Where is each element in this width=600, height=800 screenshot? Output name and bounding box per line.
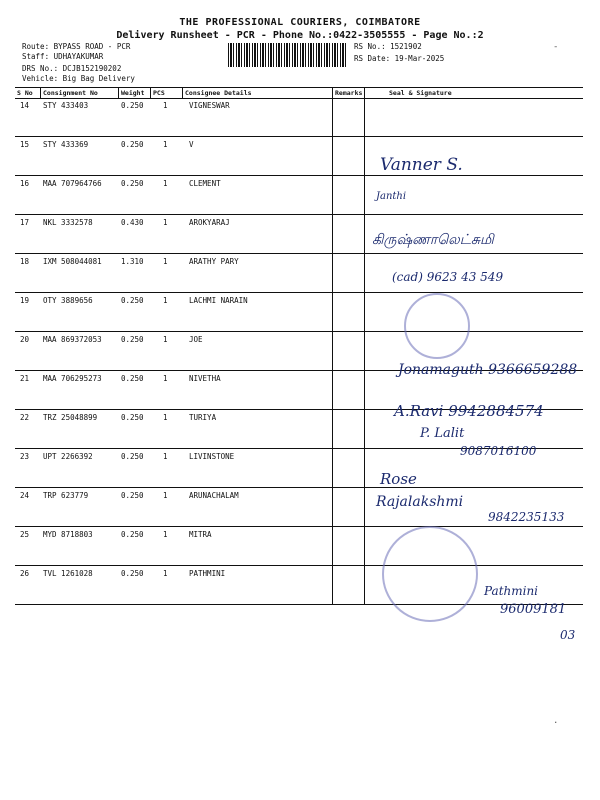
cell-pcs: 1 [163,413,168,422]
cell-sno: 17 [20,218,30,227]
cell-weight: 0.250 [121,179,144,188]
cell-consignment: MAA 707964766 [43,179,102,188]
signature: (cad) 9623 43 549 [392,270,504,284]
signature: Janthi [376,191,407,202]
cell-pcs: 1 [163,530,168,539]
staff-label: Staff: UDHAYAKUMAR [22,52,104,61]
cell-weight: 0.250 [121,452,144,461]
cell-weight: 0.250 [121,569,144,578]
cell-sno: 23 [20,452,30,461]
cell-consignment: OTY 3889656 [43,296,93,305]
row-divider [15,604,373,605]
cell-consignment: STY 433369 [43,140,89,149]
cell-sno: 25 [20,530,30,539]
cell-pcs: 1 [163,257,168,266]
vehicle-label: Vehicle: Big Bag Delivery [22,74,135,83]
cell-sno: 16 [20,179,30,188]
cell-consignee: TURIYA [189,413,217,422]
cell-consignment: MYD 8718803 [43,530,93,539]
cell-pcs: 1 [163,491,168,500]
cell-consignment: STY 433403 [43,101,89,110]
signature: P. Lalit [420,426,465,441]
cell-consignee: VIGNESWAR [189,101,230,110]
rs-no-label: RS No.: 1521902 [354,42,422,51]
cell-consignee: LACHMI NARAIN [189,296,248,305]
table-row [15,176,583,215]
cell-consignee: ARUNACHALAM [189,491,239,500]
cell-pcs: 1 [163,335,168,344]
cell-consignee: NIVETHA [189,374,221,383]
signature: Jonamaguth 9366659288 [398,362,578,378]
cell-weight: 0.250 [121,140,144,149]
cell-consignment: MAA 706295273 [43,374,102,383]
page-subtitle: Delivery Runsheet - PCR - Phone No.:0422-3505555 - Page No.:2 [116,30,484,41]
col-divider [182,87,183,98]
cell-consignment: NKL 3332578 [43,218,93,227]
col-pcs: PCS [153,89,165,97]
cell-pcs: 1 [163,218,168,227]
col-consignment: Consignment No [43,89,98,97]
cell-weight: 1.310 [121,257,144,266]
cell-weight: 0.250 [121,413,144,422]
table-row [15,527,583,566]
signature: Vanner S. [380,155,463,175]
cell-consignment: UPT 2266392 [43,452,93,461]
col-weight: Weight [121,89,145,97]
delivery-stamp [382,526,478,622]
cell-consignee: ARATHY PARY [189,257,239,266]
cell-sno: 18 [20,257,30,266]
drs-label: DRS No.: DCJB152190202 [22,64,122,73]
col-sno: S No [17,89,33,97]
col-divider [150,87,151,98]
cell-consignee: MITRA [189,530,212,539]
col-divider [118,87,119,98]
cell-sno: 15 [20,140,30,149]
cell-weight: 0.250 [121,374,144,383]
cell-consignee: AROKYARAJ [189,218,230,227]
delivery-stamp [404,293,470,359]
corner-mark: . [553,716,559,726]
table-row [15,215,583,254]
cell-sno: 21 [20,374,30,383]
cell-pcs: 1 [163,374,168,383]
cell-consignee: CLEMENT [189,179,221,188]
cell-weight: 0.250 [121,491,144,500]
cell-sno: 24 [20,491,30,500]
page-title: THE PROFESSIONAL COURIERS, COIMBATORE [179,17,421,28]
cell-sno: 20 [20,335,30,344]
cell-pcs: 1 [163,179,168,188]
signature: Rajalakshmi [376,494,464,510]
cell-sno: 14 [20,101,30,110]
col-divider [40,87,41,98]
table-row [15,137,583,176]
signature: A.Ravi 9942884574 [394,402,544,420]
col-seal: Seal & Signature [389,89,452,97]
col-divider [364,87,365,605]
rs-date-label: RS Date: 19-Mar-2025 [354,54,445,63]
corner-mark: - [553,42,559,52]
signature: Rose [380,470,417,488]
cell-consignee: LIVINSTONE [189,452,235,461]
cell-consignee: JOE [189,335,203,344]
cell-consignment: IXM 508044081 [43,257,102,266]
signature: 9842235133 [488,510,565,524]
barcode [228,43,348,67]
col-remarks: Remarks [335,89,363,97]
signature: 9087016100 [460,444,537,458]
col-divider [332,87,333,605]
cell-sno: 19 [20,296,30,305]
route-label: Route: BYPASS ROAD - PCR [22,42,131,51]
cell-sno: 22 [20,413,30,422]
cell-consignee: PATHMINI [189,569,226,578]
signature: Pathmini [484,584,539,598]
cell-consignment: TRP 623779 [43,491,89,500]
cell-pcs: 1 [163,452,168,461]
col-consignee: Consignee Details [185,89,252,97]
cell-pcs: 1 [163,296,168,305]
cell-weight: 0.250 [121,530,144,539]
cell-weight: 0.250 [121,101,144,110]
signature: 96009181 [500,602,567,617]
cell-weight: 0.250 [121,335,144,344]
table-row [15,98,583,137]
cell-pcs: 1 [163,101,168,110]
cell-consignment: MAA 869372053 [43,335,102,344]
cell-consignment: TVL 1261028 [43,569,93,578]
cell-pcs: 1 [163,569,168,578]
signature: 03 [560,628,576,642]
cell-weight: 0.250 [121,296,144,305]
cell-consignee: V [189,140,194,149]
cell-weight: 0.430 [121,218,144,227]
table-row [15,293,583,332]
cell-sno: 26 [20,569,30,578]
cell-pcs: 1 [163,140,168,149]
signature: கிருஷ்ணாலெட்சுமி [372,232,494,248]
cell-consignment: TRZ 25048899 [43,413,98,422]
